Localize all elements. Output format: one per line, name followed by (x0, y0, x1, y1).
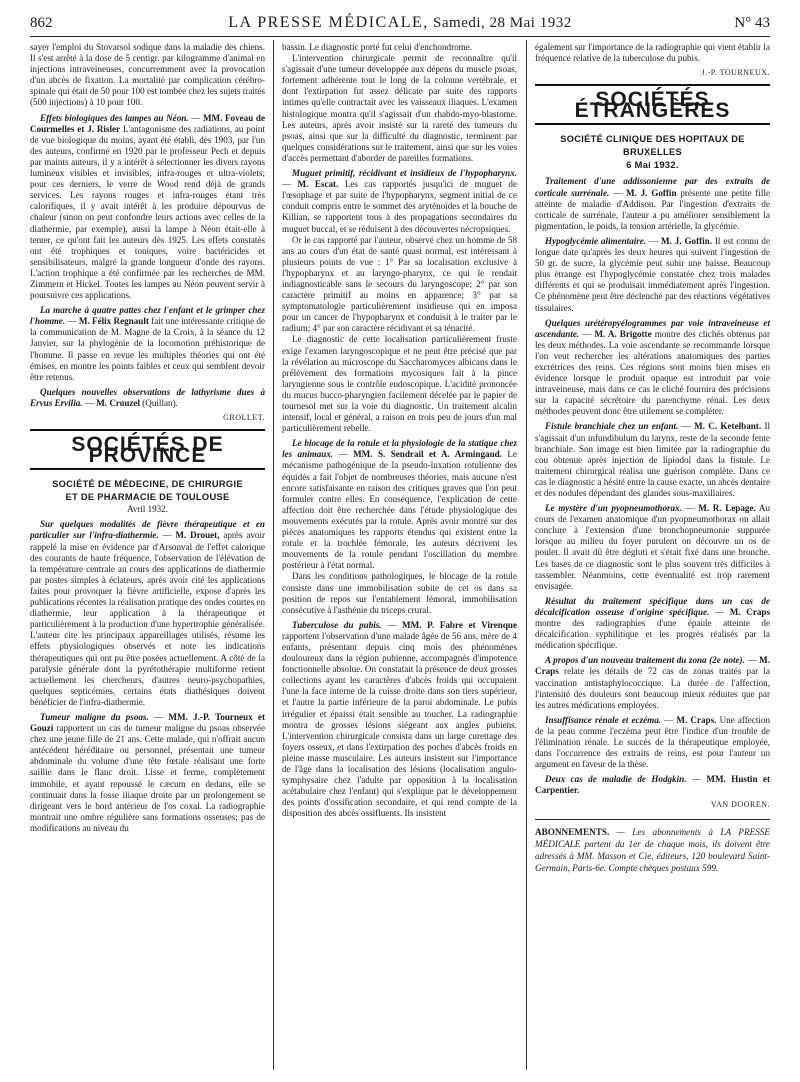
society-name: SOCIÉTÉ CLINIQUE DES HOPITAUX DE BRUXELLES (560, 134, 745, 158)
article-text: Au cours de l'examen anatomique d'un pyopneumothorax on allait conclure à l'extension d'une bronchopneumonie suppurée lorsque au milieu du foyer purulent on découvre un os de poulet. Il avait dû être dégluti et s'était fixé dans une bronche. Les bases de ce diagnostic sont le plus souvent très difficiles à rassembler. Néanmoins, cette éventualité est trop rarement envisagée. (535, 503, 770, 591)
article-title: Effets biologiques des lampes au Néon. (40, 112, 189, 123)
article-authors: M. J. Goffin (625, 187, 677, 198)
article-title: La marche à quatre pattes chez l'enfant et le grimper chez l'homme. (30, 305, 265, 327)
article: Quelques nouvelles observations de lathyrisme dues à Ervus Ervilia. — M. Crouzel (Quillan). (30, 386, 265, 408)
signature: J.-P. TOURNEUX. (701, 68, 770, 78)
section-banner: SOCIÉTÉS ÉTRANGÈRES (535, 84, 770, 125)
article: Tuberculose du pubis. — MM. P. Fabre et Virenque rapportent l'observation d'une malade âgée de 56 ans, mère de 4 enfants, présentant depuis cinq mois des phénomènes douloureux dans la région pubienne, accompagnés d'impotence fonctionnelle absolue. On constatait la présence de deux grosses collections ayant les caractères d'abcès froids qui occupaient l'une la face interne de la cuisse droite dans son tiers supérieur, et l'autre la partie inférieure de la paroi abdominale. Le pubis irrégulier et épaissi était sensible au toucher. La radiographie montra de grosses lésions siégeant aux angles pubiens. L'intervention chirurgicale consista dans un large curettage des foyers osseux, et dans l'extirpation des poches d'abcès froids en pleine masse musculaire. Les auteurs insistent sur l'importance de l'âge dans la localisation des lésions (localisation angulo-symphysaire chez l'adulte par opposition à la localisation acétabulaire chez l'enfant) qui s'explique par le développement des points d'ossification secondaire, et qui rend compte de la disposition des abcès ossifluents. Ils insistent (282, 619, 517, 819)
paragraph: Dans les conditions pathologiques, le blocage de la rotule consiste dans une immobilisation subite de cet os dans sa position de repos sur l'entablement fémoral, immobilisation consécutive à l'asthénie du triceps crural. (282, 571, 517, 615)
article-authors: M. Craps (535, 655, 770, 677)
article-text: rapportent un cas de tumeur maligne du psoas observée chez une jeune fille de 21 ans. Cette malade, qui n'offrait aucun antécédent héréditaire ou personnel, présentait une tumeur abdominale du volume d'une tête fœtale réalisant une forte saillie dans le flanc droit. Lisse et ferme, complètement immobile, et ayant repoussé le cæcum en dedans, elle se continuait dans la fosse iliaque droite par un prolongement se dirigeant vers le bord antérieur de l'os coxal. La radiographie montrait une ombre régulière sans formations osseuses; pas de modifications au niveau du (30, 723, 265, 833)
paragraph: Or le cas rapporté par l'auteur, observé chez un homme de 58 ans au cours d'un état de santé quasi normal, est intéressant à plusieurs points de vue : 1° Par sa localisation exclusive à l'hypopharynx et au laryngo-pharynx, ce qui le rendait indiagnosticable sans le secours du laryngoscope; 2° par son caractère primitif au moins en apparence; 3° par sa symptomatologie particulièrement insidieuse qui en imposa pour un cancer de l'hypopharynx et conduisit à le traiter par le radium; 4° par son caractère récidivant et sa ténacité. (282, 234, 517, 334)
subscription-label: ABONNEMENTS. (535, 826, 610, 837)
article: Muguet primitif, récidivant et insidieux de l'hypopharynx. — M. Escat. Les cas rapportés jusqu'ici de muguet de l'œsophage et par suite de l'hypopharynx, segment initial de ce conduit compris entre le sommet des aryténoïdes et la bouche de Killian, se rapportent tous à des propagations secondaires du muguet buccal, et se réduisent à des découvertes nécropsiques. (282, 168, 517, 234)
article: Effets biologiques des lampes au Néon. — MM. Foveau de Courmelles et J. Risler L'antagonisme des radiations, au point de vue biologique du moins, ayant été établi, dès 1903, par l'un des auteurs, confirmé en 1920 par le professeur Pech et depuis par maints auteurs, il y a intérêt à sélectionner les divers rayons lumineux visibles et invisibles, infra-rouges et ultra-violets; pour ces derniers, le verre de Wood rend déjà de grands services. Les rayons rouges et infra-rouges étant très calorifiques, il y avait intérêt à les produire dépourvus de chaleur (sinon on peut confondre leurs actions avec celles de la diathermie, par exemple), aussi la lampe à Néon était-elle à tenter, ce qu'ont fait les auteurs dès 1925. Les effets constatés ont été trophiques et toniques, voire bactéricides et sensibilisateurs, malgré la grande longueur d'onde des rayons. L'action trophique a été confirmée par les recherches de MM. Zimmern et Hickel. Toutes les lampes au Néon peuvent servir à poursuivre ces applications. (30, 112, 265, 301)
article-text: relate les détails de 72 cas de zonas traités par la vaccination antistaphylococcique. La durée de l'affection, l'intensité des douleurs sont beaucoup mieux réduites que par les autres médications employées. (535, 666, 770, 710)
section-banner: SOCIÉTÉS DE PROVINCE (30, 429, 265, 470)
society-date: Avril 1932. (127, 504, 168, 515)
article-authors: M. Drouet, (175, 530, 220, 541)
society-name-line-1: SOCIÉTÉ DE MÉDECINE, DE CHIRURGIE (52, 479, 243, 490)
article-authors: M. R. Lepage. (698, 503, 756, 514)
article-title: Traitement d'une addissonienne par des extraits de corticale surrénale. (535, 176, 770, 198)
article-title: Muguet primitif, récidivant et insidieux de l'hypopharynx. (292, 168, 517, 179)
column-divider-2 (526, 40, 527, 1070)
page-header (30, 10, 770, 32)
article: Fistule branchiale chez un enfant. — M. C. Ketelbant. Il s'agissait d'un infundibulum du larynx, reste de la seconde fente branchiale. Son image est bien limitée par la radiographie du cou obtenue après injection de lipiodol dans la fistule. Le traitement chirurgical réalisa une guérison complète. Dans ce cas le diagnostic a hésité entre la cause exacte, un abcès dentaire et des nodules dépendant des glandes sous-maxillaires. (535, 421, 770, 498)
article-title: A propos d'un nouveau traitement du zona (2e note). (545, 655, 745, 666)
article-text: L'antagonisme des radiations, au point de vue biologique du moins, ayant été établi, dès 1903, par l'un des auteurs, confirmé en 1920 par le professeur Pech et depuis par maints auteurs, il y a intérêt à sélectionner les divers rayons lumineux visibles et invisibles, infra-rouges et ultra-violets; pour ces derniers, le verre de Wood rend déjà de grands services. Les rayons rouges et infra-rouges étant très calorifiques, il y avait intérêt à les produire dépourvus de chaleur (sinon on peut confondre leurs actions avec celles de la diathermie, par exemple), aussi la lampe à Néon était-elle à tenter, ce qu'ont fait les auteurs dès 1925. Les effets constatés ont été trophiques et toniques, voire bactéricides et sensibilisateurs, malgré la grande longueur d'onde des rayons. L'action trophique a été confirmée par les recherches de MM. Zimmern et Hickel. Toutes les lampes au Néon peuvent servir à poursuivre ces applications. (30, 123, 265, 301)
article-text: fait une intéressante critique de la communication de M. Magne de la Croix, à la séance du 12 Janvier, sur la phylogénie de la locomotion préhistorique de l'homme. Il passe en revue les multiples théories qui ont été émises, en montre les points faibles et ceux qui semblent devoir être retenus. (30, 316, 265, 382)
article-text: Les cas rapportés jusqu'ici de muguet de l'œsophage et par suite de l'hypopharynx, segment initial de ce conduit compris entre le sommet des aryténoïdes et la bouche de Killian, se rapportent tous à des propagations secondaires du muguet buccal, et se réduisent à des découvertes nécropsiques. (282, 179, 517, 234)
article: Tumeur maligne du psoas. — MM. J.-P. Tourneux et Gouzi rapportent un cas de tumeur maligne du psoas observée chez une jeune fille de 21 ans. Cette malade, qui n'offrait aucun antécédent héréditaire ou personnel, présentait une tumeur abdominale du volume d'une tête fœtale réalisant une forte saillie dans le flanc droit. Lisse et ferme, complètement immobile, et ayant repoussé le cæcum en dedans, elle se continuait dans la fosse iliaque droite par un prolongement se dirigeant vers le bord antérieur de l'os coxal. La radiographie montrait une ombre régulière sans formations osseuses; pas de modifications au niveau du (30, 711, 265, 833)
article-text: présente une petite fille atteinte de maladie d'Addison. Par l'ingestion d'extraits de corticale de surrénale, l'auteur a pu améliorer sensiblement la pigmentation, le poids, la tension artérielle, la glycémie. (535, 187, 770, 231)
article-authors: M. J. Goffin. (661, 235, 712, 246)
article-text: (Quillan). (142, 397, 178, 408)
article: Résultat du traitement spécifique dans un cas de décalcification osseuse d'origine spécifique. — M. Craps montre des radiographies d'une épaule atteinte de décalcification syphilitique et les progrès réalisés par la médication spécifique. (535, 595, 770, 651)
article: Le blocage de la rotule et la physiologie de la statique chez les animaux. — MM. S. Sendrail et A. Armingaud. Le mécanisme pathogénique de la pseudo-luxation rotulienne des équidés a fait l'objet de nombreuses théories, mais aucune n'est encore satisfaisante en raison des critiques graves que l'on peut formuler contre elles. En conséquence, l'explication de cette affection doit être recherchée dans l'étude physiologique des mouvements exécutés par la rotule. Après avoir montré sur des pièces anatomiques les rapports étendus qui existent entre la rotule et la trochlée fémorale, les auteurs décrivent les mouvements de la rotule pendant l'oscillation du membre postérieur à l'état normal. (282, 438, 517, 571)
article-authors: MM. Foveau de Courmelles et J. Risler (30, 112, 265, 134)
article-text: rapportent l'observation d'une malade âgée de 56 ans, mère de 4 enfants, présentant depuis cinq mois des phénomènes douloureux dans la région pubienne, accompagnés d'impotence fonctionnelle absolue. On constatait la présence de deux grosses collections ayant les caractères d'abcès froids qui occupaient l'une la face interne de la cuisse droite dans son tiers supérieur, et l'autre la partie inférieure de la paroi abdominale. Le pubis irrégulier et épaissi était sensible au toucher. La radiographie montra de grosses lésions siégeant aux angles pubiens. L'intervention chirurgicale consista dans un large curettage des foyers osseux, et dans l'extirpation des poches d'abcès froids en pleine masse musculaire. Les auteurs insistent sur l'importance de l'âge dans la localisation des lésions (localisation angulo-symphysaire chez l'adulte par opposition à la localisation acétabulaire chez l'enfant) qui s'explique par le développement des points d'ossification secondaire, et qui rend compte de la disposition des abcès ossifluents. Ils insistent (282, 630, 517, 819)
article-text: Le mécanisme pathogénique de la pseudo-luxation rotulienne des équidés a fait l'objet de nombreuses théories, mais aucune n'est encore satisfaisante en raison des critiques graves que l'on peut formuler contre elles. En conséquence, l'explication de cette affection doit être recherchée dans l'étude physiologique des mouvements exécutés par la rotule. Après avoir montré sur des pièces anatomiques les rapports étendus qui existent entre la rotule et la trochlée fémorale, les auteurs décrivent les mouvements de la rotule pendant l'oscillation du membre postérieur à l'état normal. (282, 449, 517, 571)
article-text: Il est connu de longue date qu'après les deux heures qui suivent l'ingestion de 50 gr. de sucre, la glycémie peut subir une baisse. Beaucoup plus étrange est l'hypoglycémie constatée chez trois malades différents et qui se produisait immédiatement après l'ingestion. Ce phénomène peut être déclenché par des réactions végétatives tissulaires. (535, 235, 770, 313)
article-authors: M. Félix Regnault (78, 316, 149, 327)
journal-header-title (90, 14, 710, 32)
article-title: Fistule branchiale chez un enfant. (545, 421, 679, 432)
article: Quelques urétéropyélogrammes par voie intraveineuse et ascendante. — M. A. Brigotte montre des clichés obtenus par les deux méthodes. La voie ascendante se recommande lorsque l'on veut rechercher les altérations anatomiques des parties excrétrices des reins. Ces régions sont moins bien mises en évidence lorsque le produit opaque est introduit par voie intraveineuse, mais dans ce cas le cliché fournira des précisions sur la capacité sécrétoire du parenchyme rénal. Les deux méthodes peuvent donc être utilement se compléter. (535, 317, 770, 417)
article-authors: M. Craps (729, 606, 770, 617)
article-title: Sur quelques modalités de fièvre thérapeutique et en particulier sur l'infra-diathermie. (30, 519, 265, 541)
article-authors: MM. J.-P. Tourneux et Gouzi (30, 711, 265, 734)
article-text: montre des clichés obtenus par les deux méthodes. La voie ascendante se recommande lorsque l'on veut rechercher les altérations anatomiques des parties excrétrices des reins. Ces régions sont moins bien mises en évidence lorsque le produit opaque est introduit par voie intraveineuse, mais dans ce cas le cliché fournira des précisions sur la capacité sécrétoire du parenchyme rénal. Les deux méthodes peuvent donc être utilement se compléter. (535, 328, 770, 417)
column-1 (30, 42, 265, 1062)
article: La marche à quatre pattes chez l'enfant et le grimper chez l'homme. — M. Félix Regnault fait une intéressante critique de la communication de M. Magne de la Croix, à la séance du 12 Janvier, sur la phylogénie de la locomotion préhistorique de l'homme. Il passe en revue les multiples théories qui ont été émises, en montre les points faibles et ceux qui semblent devoir être retenus. (30, 305, 265, 382)
article-authors: M. Escat. (297, 179, 339, 190)
article-text: après avoir rappelé la mise en évidence par d'Arsonval de l'effet calorique des courants de haute fréquence, l'observation de l'élévation de la température centrale au cours des applications de diathermie par postes simples à éclateurs, après avoir cité les applications faites pour provoquer la fièvre artificielle, expose d'après les publications récentes la réalisation pratique des ondes courtes en diathermie, leur application à la thérapeutique et particulièrement à la production d'une hypertrophie généralisée. L'auteur cite les principaux appareillages utilisés, résume les effets physiologiques observés et note les indications thérapeutiques qui ont pu être posées actuellement. A côté de la paralysie générale dont la pyrétothérapie multiforme retient actuellement les chercheurs, d'autres neuro-psychopathies, quelques septicémies, certains états diathésiques doivent bénéficier de l'infra-diathermie. (30, 530, 265, 707)
article-authors: M. A. Brigotte (594, 328, 652, 339)
paragraph: Le diagnostic de cette localisation particulièrement fruste exige l'examen laryngoscopique et ne peut être précisé que par la révélation au microscope du Saccharomyces albicans dans le prélèvement des formations mycosiques fait à la pince laryngienne sous le contrôle endoscopique. L'acidité prononcée du mucus bucco-pharyngien facilement décelée par le papier de tournesol met sur la voie du diagnostic. Un traitement alcalin intensif, local et général, a raison en trois peu de jours d'un mal particulièrement rebelle. (282, 334, 517, 434)
article: Sur quelques modalités de fièvre thérapeutique et en particulier sur l'infra-diathermie. — M. Drouet, après avoir rappelé la mise en évidence par d'Arsonval de l'effet calorique des courants de haute fréquence, l'observation de l'élévation de la température centrale au cours des applications de diathermie par postes simples à éclateurs, après avoir cité les applications faites pour provoquer la fièvre artificielle, expose d'après les publications récentes la réalisation pratique des ondes courtes en diathermie, leur application à la thérapeutique et particulièrement à la production d'une hypertrophie généralisée. L'auteur cite les principaux appareillages utilisés, résume les effets physiologiques observés et note les indications thérapeutiques qui ont pu être posées actuellement. A côté de la paralysie générale dont la pyrétothérapie multiforme retient actuellement les chercheurs, d'autres neuro-psychopathies, quelques septicémies, certains états diathésiques doivent bénéficier de l'infra-diathermie. (30, 519, 265, 707)
column-3 (535, 42, 770, 1062)
article-title: Quelques nouvelles observations de lathyrisme dues à Ervus Ervilia. (30, 386, 265, 408)
article: Traitement d'une addissonienne par des extraits de corticale surrénale. — M. J. Goffin présente une petite fille atteinte de maladie d'Addison. Par l'ingestion d'extraits de corticale de surrénale, l'auteur a pu améliorer sensiblement la pigmentation, le poids, la tension artérielle, la glycémie. (535, 176, 770, 231)
paragraph: L'intervention chirurgicale permit de reconnaître qu'il s'agissait d'une tumeur développée aux dépens du muscle psoas, fortement adhérente tout le long de la colonne vertébrale, et dont l'extirpation fut assez délicate par suite des rapports intimes qu'elle contractait avec les vaisseaux iliaques. L'examen histologique montra qu'il s'agissait d'un rhabdo-myo-blastome. Les auteurs, après avoir insisté sur la rareté des tumeurs du psoas, ainsi que sur la difficulté du diagnostic, terminent par quelques considérations sur le traitement, ainsi que sur les voies d'accès permettant d'aborder de pareilles formations. (282, 53, 517, 163)
article-authors: M. Crouzel (96, 397, 140, 408)
subscription-text: Les abonnements à LA PRESSE MÉDICALE partent du 1er de chaque mois, ils doivent être adressés à MM. Masson et Cie, éditeurs, 120 boulevard Saint-Germain, Paris-6e. Compte chèques postaux 599. (535, 826, 770, 873)
article-title: Deux cas de maladie de Hodgkin. (545, 774, 687, 785)
issue-date: Samedi, 28 Mai 1932 (433, 15, 572, 31)
article-authors: MM. P. Fabre et Virenque (402, 619, 517, 630)
page-number: 862 (30, 15, 53, 31)
signature: GROLLET. (223, 413, 265, 422)
article: Deux cas de maladie de Hodgkin. — MM. Hustin et Carpentier. (535, 774, 770, 796)
article-authors: M. C. Ketelbant. (694, 421, 762, 432)
paragraph: bassin. Le diagnostic porté fut celui d'enchondrome. (282, 42, 473, 52)
article-title: Insuffisance rénale et eczéma. (545, 714, 662, 725)
paragraph: sayer l'emploi du Stovarsol sodique dans la maladie des chiens. Il s'est arrêté à la dose de 5 centigr. par kilogramme d'animal en injections intraveineuses, concurremment avec la provocation d'un abcès de fixation. La mortalité par complication cérébro-spinale qui était de 50 pour 100 est tombée chez les sujets traités (500 injections) à 10 pour 100. (30, 42, 265, 108)
article-text: Il s'agissait d'un infundibulum du larynx, reste de la seconde fente branchiale. Son image est bien limitée par la radiographie du cou obtenue après injection de lipiodol dans la fistule. Le traitement chirurgical réalisa une guérison complète. Dans ce cas le diagnostic a hésité entre la cause exacte, un abcès dentaire et des nodules dépendant des glandes sous-maxillaires. (535, 421, 770, 498)
article-authors: MM. S. Sendrail et A. Armingaud. (353, 449, 502, 460)
article: A propos d'un nouveau traitement du zona (2e note). — M. Craps relate les détails de 72 cas de zonas traités par la vaccination antistaphylococcique. La durée de l'affection, l'intensité des douleurs sont beaucoup mieux réduites que par les autres médications employées. (535, 655, 770, 710)
article-title: Quelques urétéropyélogrammes par voie intraveineuse et ascendante. (535, 317, 770, 339)
society-name-line-2: ET DE PHARMACIE DE TOULOUSE (65, 492, 230, 503)
paragraph: également sur l'importance de la radiographie qui vient établir la fréquence relative de la tuberculose du pubis. (535, 42, 770, 64)
subscription-notice: ABONNEMENTS. — Les abonnements à LA PRESSE MÉDICALE partent du 1er de chaque mois, ils doivent être adressés à MM. Masson et Cie, éditeurs, 120 boulevard Saint-Germain, Paris-6e. Compte chèques postaux 599. (535, 819, 770, 874)
article-title: Tumeur maligne du psoas. (40, 711, 149, 722)
article: Hypoglycémie alimentaire. — M. J. Goffin. Il est connu de longue date qu'après les deux heures qui suivent l'ingestion de 50 gr. de sucre, la glycémie peut subir une baisse. Beaucoup plus étrange est l'hypoglycémie constatée chez trois malades différents et qui se produisait immédiatement après l'ingestion. Ce phénomène peut être déclenché par des réactions végétatives tissulaires. (535, 235, 770, 313)
signature: VAN DOOREN. (710, 800, 770, 810)
article-authors: MM. Hustin et Carpentier. (535, 774, 770, 796)
header-rule (30, 36, 770, 37)
article-title: Résultat du traitement spécifique dans un cas de décalcification osseuse d'origine spécifique. (535, 595, 770, 617)
column-2 (282, 42, 517, 1062)
column-divider-1 (273, 40, 274, 1070)
article-title: Le blocage de la rotule et la physiologie de la statique chez les animaux. (282, 438, 517, 460)
society-date: 6 Mai 1932. (626, 160, 679, 171)
article: Le mystère d'un pyopneumothorax. — M. R. Lepage. Au cours de l'examen anatomique d'un pyopneumothorax on allait conclure à l'extension d'une bronchopneumonie suppurée lorsque au milieu du foyer purulent on découvre un os de poulet. Il avait dû être dégluti et s'était fixé dans une bronche. Les bases de ce diagnostic sont le plus souvent très difficiles à rassembler. Néanmoins, cette éventualité est trop rarement envisagée. (535, 503, 770, 591)
article-authors: M. Craps. (676, 714, 717, 725)
article-text: Une affection de la peau comme l'eczéma peut être l'indice d'un trouble de l'élimination rénale. Le succès de la thérapeutique employée, dans l'occurrence des extraits de reins, est pour l'auteur un argument en faveur de la thèse. (535, 714, 770, 770)
journal-title: LA PRESSE MÉDICALE, (228, 14, 429, 31)
article-text: montre des radiographies d'une épaule atteinte de décalcification syphilitique et les progrès réalisés par la médication spécifique. (535, 618, 770, 651)
article: Insuffisance rénale et eczéma. — M. Craps. Une affection de la peau comme l'eczéma peut être l'indice d'un trouble de l'élimination rénale. Le succès de la thérapeutique employée, dans l'occurrence des extraits de reins, est pour l'auteur un argument en faveur de la thèse. (535, 714, 770, 770)
article-title: Hypoglycémie alimentaire. (545, 235, 647, 246)
issue-number: N° 43 (734, 15, 770, 31)
article-title: Tuberculose du pubis. (292, 619, 382, 630)
article-title: Le mystère d'un pyopneumothorax. (545, 503, 682, 514)
